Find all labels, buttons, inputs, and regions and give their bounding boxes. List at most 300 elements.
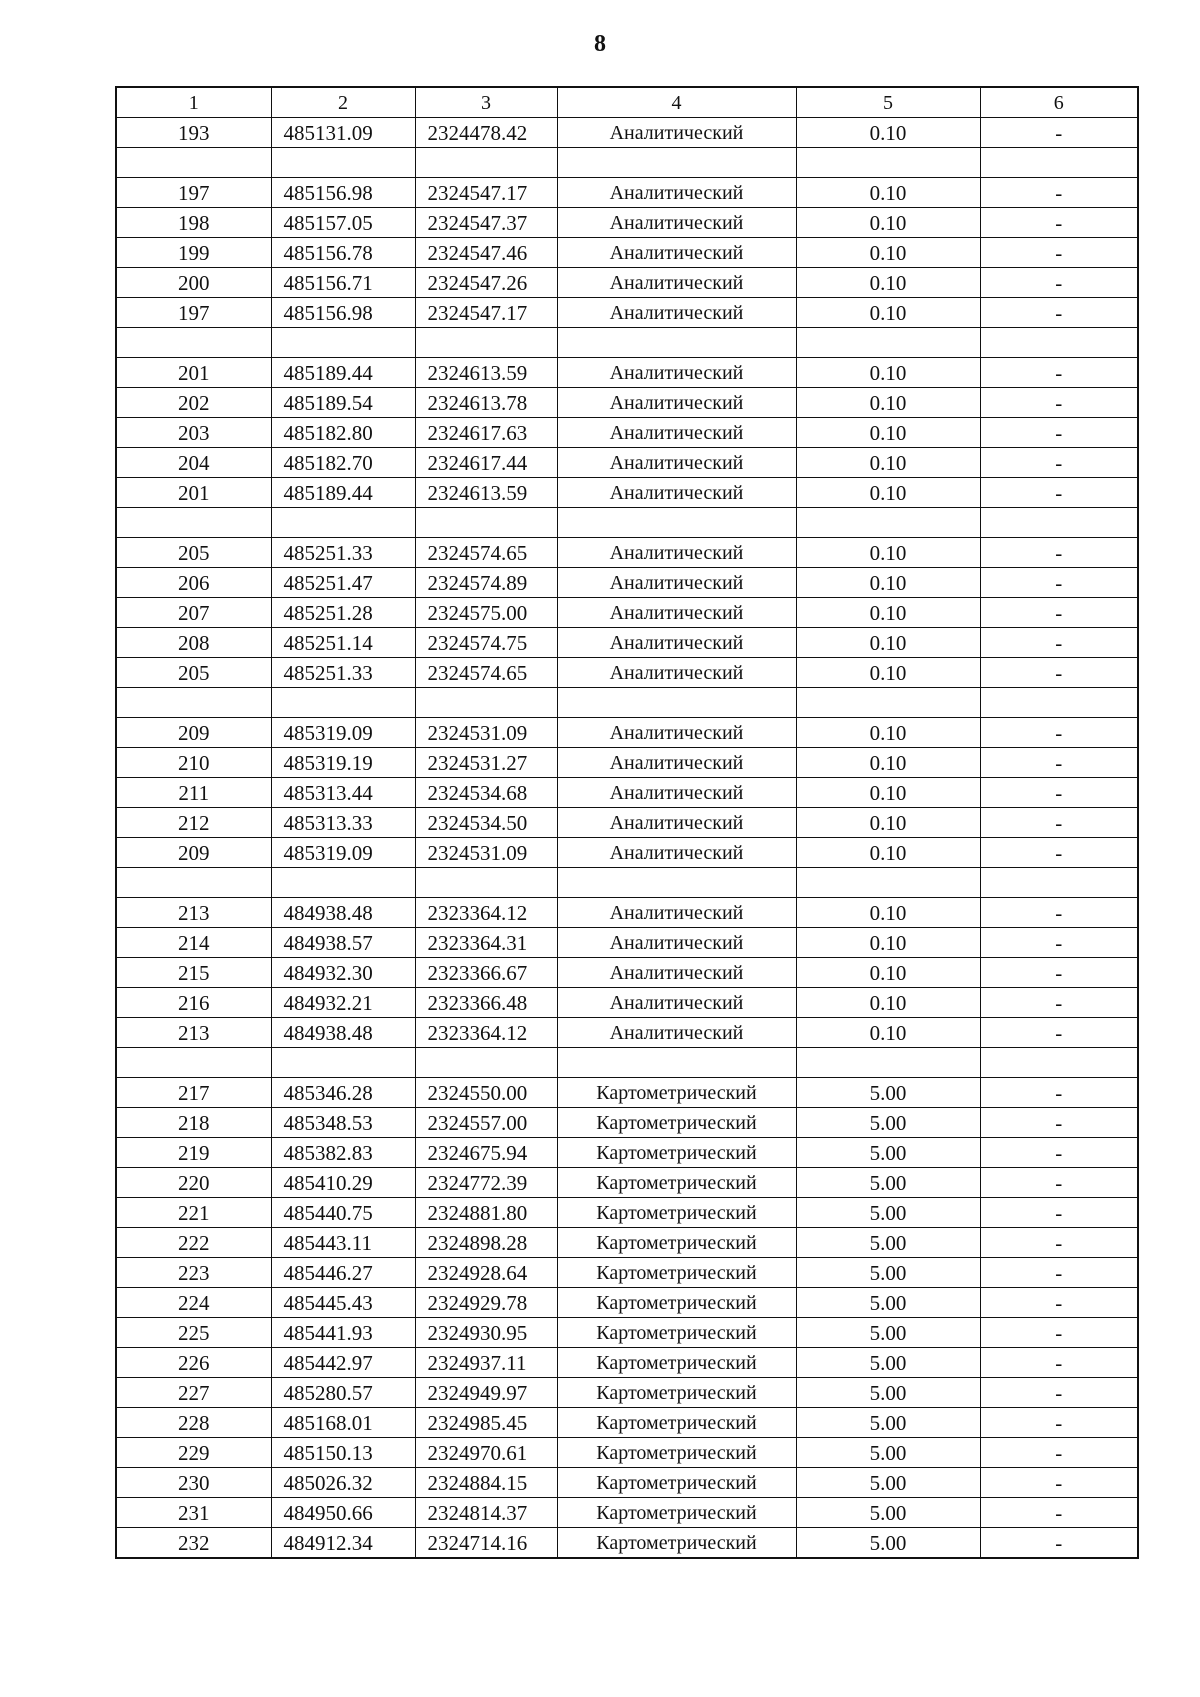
cell-y-coordinate: 2324574.65 bbox=[415, 658, 557, 688]
cell-method: Картометрический bbox=[557, 1168, 796, 1198]
cell-note: - bbox=[980, 778, 1138, 808]
cell-method: Аналитический bbox=[557, 118, 796, 148]
cell-x-coordinate: 485319.19 bbox=[271, 748, 415, 778]
table-row-separator bbox=[116, 868, 1138, 898]
table-row bbox=[116, 1528, 1138, 1559]
cell-note: - bbox=[980, 1258, 1138, 1288]
cell-point-number: 222 bbox=[116, 1228, 271, 1258]
cell-note: - bbox=[980, 1378, 1138, 1408]
cell-point-number: 218 bbox=[116, 1108, 271, 1138]
cell-method bbox=[557, 868, 796, 898]
table-row bbox=[116, 928, 1138, 958]
column-header-3: 3 bbox=[415, 87, 557, 118]
cell-point-number: 211 bbox=[116, 778, 271, 808]
cell-x-coordinate bbox=[271, 868, 415, 898]
cell-x-coordinate: 485251.33 bbox=[271, 658, 415, 688]
cell-y-coordinate: 2324675.94 bbox=[415, 1138, 557, 1168]
cell-point-number: 201 bbox=[116, 358, 271, 388]
cell-method bbox=[557, 688, 796, 718]
header-row bbox=[116, 87, 1138, 118]
cell-y-coordinate: 2324531.09 bbox=[415, 718, 557, 748]
cell-method: Аналитический bbox=[557, 388, 796, 418]
table-header bbox=[116, 87, 1138, 118]
cell-method: Аналитический bbox=[557, 418, 796, 448]
cell-y-coordinate: 2324557.00 bbox=[415, 1108, 557, 1138]
cell-method: Картометрический bbox=[557, 1108, 796, 1138]
table-row bbox=[116, 1228, 1138, 1258]
cell-accuracy: 5.00 bbox=[796, 1078, 980, 1108]
cell-y-coordinate: 2323364.12 bbox=[415, 1018, 557, 1048]
table-row bbox=[116, 1108, 1138, 1138]
cell-y-coordinate: 2324929.78 bbox=[415, 1288, 557, 1318]
table-row bbox=[116, 118, 1138, 148]
table-row bbox=[116, 1348, 1138, 1378]
cell-accuracy: 0.10 bbox=[796, 718, 980, 748]
cell-note: - bbox=[980, 838, 1138, 868]
cell-accuracy: 5.00 bbox=[796, 1318, 980, 1348]
cell-method: Аналитический bbox=[557, 568, 796, 598]
cell-point-number: 217 bbox=[116, 1078, 271, 1108]
cell-accuracy: 0.10 bbox=[796, 1018, 980, 1048]
cell-method: Картометрический bbox=[557, 1138, 796, 1168]
cell-accuracy: 5.00 bbox=[796, 1138, 980, 1168]
cell-accuracy: 5.00 bbox=[796, 1498, 980, 1528]
cell-method: Картометрический bbox=[557, 1258, 796, 1288]
cell-accuracy: 0.10 bbox=[796, 928, 980, 958]
cell-method: Картометрический bbox=[557, 1078, 796, 1108]
cell-y-coordinate: 2323366.67 bbox=[415, 958, 557, 988]
cell-y-coordinate: 2324547.26 bbox=[415, 268, 557, 298]
cell-y-coordinate: 2324478.42 bbox=[415, 118, 557, 148]
cell-x-coordinate: 485348.53 bbox=[271, 1108, 415, 1138]
cell-x-coordinate: 485189.44 bbox=[271, 478, 415, 508]
cell-note bbox=[980, 1048, 1138, 1078]
column-header-4: 4 bbox=[557, 87, 796, 118]
cell-x-coordinate bbox=[271, 148, 415, 178]
table-row bbox=[116, 1318, 1138, 1348]
cell-y-coordinate: 2324534.50 bbox=[415, 808, 557, 838]
cell-note: - bbox=[980, 418, 1138, 448]
cell-accuracy: 5.00 bbox=[796, 1288, 980, 1318]
cell-y-coordinate: 2324884.15 bbox=[415, 1468, 557, 1498]
cell-note: - bbox=[980, 118, 1138, 148]
table-row bbox=[116, 1018, 1138, 1048]
cell-point-number: 216 bbox=[116, 988, 271, 1018]
cell-note: - bbox=[980, 298, 1138, 328]
cell-method: Аналитический bbox=[557, 1018, 796, 1048]
cell-accuracy: 5.00 bbox=[796, 1378, 980, 1408]
cell-note bbox=[980, 868, 1138, 898]
cell-note: - bbox=[980, 748, 1138, 778]
cell-accuracy: 0.10 bbox=[796, 958, 980, 988]
table-row bbox=[116, 1168, 1138, 1198]
table-row bbox=[116, 298, 1138, 328]
cell-accuracy: 0.10 bbox=[796, 838, 980, 868]
cell-accuracy: 0.10 bbox=[796, 268, 980, 298]
cell-y-coordinate: 2324617.44 bbox=[415, 448, 557, 478]
column-header-6: 6 bbox=[980, 87, 1138, 118]
cell-y-coordinate: 2324937.11 bbox=[415, 1348, 557, 1378]
cell-accuracy: 5.00 bbox=[796, 1108, 980, 1138]
cell-method: Аналитический bbox=[557, 898, 796, 928]
cell-method: Картометрический bbox=[557, 1348, 796, 1378]
cell-accuracy: 5.00 bbox=[796, 1258, 980, 1288]
cell-y-coordinate bbox=[415, 868, 557, 898]
table-row bbox=[116, 538, 1138, 568]
cell-x-coordinate: 485251.14 bbox=[271, 628, 415, 658]
cell-method: Аналитический bbox=[557, 808, 796, 838]
cell-x-coordinate: 485189.44 bbox=[271, 358, 415, 388]
cell-point-number: 199 bbox=[116, 238, 271, 268]
cell-point-number: 197 bbox=[116, 178, 271, 208]
cell-note: - bbox=[980, 1528, 1138, 1559]
cell-x-coordinate: 484950.66 bbox=[271, 1498, 415, 1528]
cell-y-coordinate: 2323366.48 bbox=[415, 988, 557, 1018]
cell-point-number bbox=[116, 148, 271, 178]
table-row-separator bbox=[116, 328, 1138, 358]
cell-x-coordinate: 485446.27 bbox=[271, 1258, 415, 1288]
table-row bbox=[116, 778, 1138, 808]
table-row bbox=[116, 1138, 1138, 1168]
table-row-separator bbox=[116, 1048, 1138, 1078]
cell-method: Картометрический bbox=[557, 1498, 796, 1528]
cell-x-coordinate: 485410.29 bbox=[271, 1168, 415, 1198]
cell-x-coordinate: 485026.32 bbox=[271, 1468, 415, 1498]
cell-note bbox=[980, 508, 1138, 538]
cell-method: Картометрический bbox=[557, 1318, 796, 1348]
table-row bbox=[116, 1258, 1138, 1288]
cell-accuracy: 5.00 bbox=[796, 1468, 980, 1498]
cell-x-coordinate: 485156.78 bbox=[271, 238, 415, 268]
cell-point-number: 205 bbox=[116, 658, 271, 688]
cell-note bbox=[980, 328, 1138, 358]
cell-note: - bbox=[980, 1108, 1138, 1138]
table-row bbox=[116, 958, 1138, 988]
cell-y-coordinate: 2323364.31 bbox=[415, 928, 557, 958]
cell-accuracy: 0.10 bbox=[796, 778, 980, 808]
cell-accuracy: 0.10 bbox=[796, 178, 980, 208]
cell-y-coordinate: 2324574.89 bbox=[415, 568, 557, 598]
cell-note: - bbox=[980, 1228, 1138, 1258]
cell-note: - bbox=[980, 658, 1138, 688]
cell-method: Аналитический bbox=[557, 718, 796, 748]
cell-x-coordinate: 485443.11 bbox=[271, 1228, 415, 1258]
cell-y-coordinate: 2324613.59 bbox=[415, 358, 557, 388]
cell-note: - bbox=[980, 1018, 1138, 1048]
cell-y-coordinate: 2324949.97 bbox=[415, 1378, 557, 1408]
cell-accuracy: 5.00 bbox=[796, 1438, 980, 1468]
cell-accuracy: 5.00 bbox=[796, 1348, 980, 1378]
cell-accuracy: 0.10 bbox=[796, 478, 980, 508]
cell-note: - bbox=[980, 928, 1138, 958]
cell-point-number: 223 bbox=[116, 1258, 271, 1288]
cell-point-number: 200 bbox=[116, 268, 271, 298]
table-row bbox=[116, 1198, 1138, 1228]
table-row bbox=[116, 1288, 1138, 1318]
table-row-separator bbox=[116, 148, 1138, 178]
cell-method: Аналитический bbox=[557, 928, 796, 958]
cell-point-number: 204 bbox=[116, 448, 271, 478]
cell-point-number bbox=[116, 688, 271, 718]
cell-point-number: 201 bbox=[116, 478, 271, 508]
cell-y-coordinate: 2324930.95 bbox=[415, 1318, 557, 1348]
table-row bbox=[116, 208, 1138, 238]
cell-point-number: 209 bbox=[116, 718, 271, 748]
cell-note: - bbox=[980, 1078, 1138, 1108]
column-header-5: 5 bbox=[796, 87, 980, 118]
cell-note: - bbox=[980, 808, 1138, 838]
cell-point-number: 219 bbox=[116, 1138, 271, 1168]
table-row-separator bbox=[116, 508, 1138, 538]
table-row bbox=[116, 898, 1138, 928]
cell-method bbox=[557, 508, 796, 538]
cell-note: - bbox=[980, 1438, 1138, 1468]
cell-x-coordinate: 484938.57 bbox=[271, 928, 415, 958]
cell-note: - bbox=[980, 718, 1138, 748]
cell-y-coordinate: 2323364.12 bbox=[415, 898, 557, 928]
cell-x-coordinate: 485319.09 bbox=[271, 718, 415, 748]
cell-note: - bbox=[980, 1348, 1138, 1378]
cell-point-number: 213 bbox=[116, 898, 271, 928]
cell-y-coordinate: 2324898.28 bbox=[415, 1228, 557, 1258]
cell-accuracy bbox=[796, 508, 980, 538]
cell-point-number bbox=[116, 508, 271, 538]
cell-point-number: 205 bbox=[116, 538, 271, 568]
cell-x-coordinate bbox=[271, 1048, 415, 1078]
column-header-1: 1 bbox=[116, 87, 271, 118]
table-row bbox=[116, 238, 1138, 268]
cell-note: - bbox=[980, 1468, 1138, 1498]
cell-x-coordinate: 485251.33 bbox=[271, 538, 415, 568]
cell-y-coordinate: 2324772.39 bbox=[415, 1168, 557, 1198]
cell-y-coordinate: 2324547.17 bbox=[415, 298, 557, 328]
cell-x-coordinate: 485156.71 bbox=[271, 268, 415, 298]
cell-x-coordinate: 485156.98 bbox=[271, 178, 415, 208]
cell-method: Картометрический bbox=[557, 1468, 796, 1498]
cell-x-coordinate: 485442.97 bbox=[271, 1348, 415, 1378]
cell-point-number bbox=[116, 1048, 271, 1078]
cell-accuracy: 0.10 bbox=[796, 628, 980, 658]
cell-accuracy: 0.10 bbox=[796, 418, 980, 448]
cell-accuracy: 0.10 bbox=[796, 538, 980, 568]
cell-accuracy: 5.00 bbox=[796, 1528, 980, 1559]
table-body bbox=[116, 118, 1138, 1559]
cell-method: Аналитический bbox=[557, 658, 796, 688]
cell-y-coordinate: 2324531.27 bbox=[415, 748, 557, 778]
cell-y-coordinate: 2324613.78 bbox=[415, 388, 557, 418]
cell-point-number bbox=[116, 868, 271, 898]
cell-method: Картометрический bbox=[557, 1378, 796, 1408]
cell-point-number: 210 bbox=[116, 748, 271, 778]
cell-accuracy: 0.10 bbox=[796, 808, 980, 838]
cell-x-coordinate: 485150.13 bbox=[271, 1438, 415, 1468]
cell-y-coordinate: 2324531.09 bbox=[415, 838, 557, 868]
cell-x-coordinate: 485156.98 bbox=[271, 298, 415, 328]
cell-accuracy bbox=[796, 148, 980, 178]
cell-method: Аналитический bbox=[557, 298, 796, 328]
cell-accuracy bbox=[796, 1048, 980, 1078]
cell-note: - bbox=[980, 478, 1138, 508]
cell-note: - bbox=[980, 238, 1138, 268]
cell-x-coordinate: 485346.28 bbox=[271, 1078, 415, 1108]
cell-point-number: 214 bbox=[116, 928, 271, 958]
cell-y-coordinate: 2324617.63 bbox=[415, 418, 557, 448]
cell-y-coordinate bbox=[415, 508, 557, 538]
cell-accuracy: 0.10 bbox=[796, 358, 980, 388]
cell-note: - bbox=[980, 1138, 1138, 1168]
cell-x-coordinate: 484932.30 bbox=[271, 958, 415, 988]
table-row bbox=[116, 568, 1138, 598]
cell-note bbox=[980, 148, 1138, 178]
cell-y-coordinate: 2324714.16 bbox=[415, 1528, 557, 1559]
cell-method: Аналитический bbox=[557, 208, 796, 238]
cell-method: Аналитический bbox=[557, 538, 796, 568]
cell-accuracy: 0.10 bbox=[796, 598, 980, 628]
cell-note: - bbox=[980, 958, 1138, 988]
table-row bbox=[116, 478, 1138, 508]
cell-note: - bbox=[980, 628, 1138, 658]
cell-method: Аналитический bbox=[557, 358, 796, 388]
cell-method: Аналитический bbox=[557, 778, 796, 808]
cell-method: Аналитический bbox=[557, 958, 796, 988]
cell-y-coordinate: 2324928.64 bbox=[415, 1258, 557, 1288]
table-row bbox=[116, 598, 1138, 628]
cell-note: - bbox=[980, 1498, 1138, 1528]
cell-point-number: 207 bbox=[116, 598, 271, 628]
cell-point-number: 198 bbox=[116, 208, 271, 238]
cell-method: Картометрический bbox=[557, 1408, 796, 1438]
cell-x-coordinate: 485182.70 bbox=[271, 448, 415, 478]
cell-note: - bbox=[980, 538, 1138, 568]
cell-x-coordinate: 485313.44 bbox=[271, 778, 415, 808]
cell-y-coordinate: 2324970.61 bbox=[415, 1438, 557, 1468]
table-row bbox=[116, 838, 1138, 868]
cell-x-coordinate: 485251.47 bbox=[271, 568, 415, 598]
cell-y-coordinate: 2324547.37 bbox=[415, 208, 557, 238]
cell-x-coordinate: 485445.43 bbox=[271, 1288, 415, 1318]
cell-accuracy: 0.10 bbox=[796, 988, 980, 1018]
cell-accuracy: 0.10 bbox=[796, 748, 980, 778]
cell-note: - bbox=[980, 208, 1138, 238]
cell-method: Аналитический bbox=[557, 748, 796, 778]
cell-point-number: 231 bbox=[116, 1498, 271, 1528]
cell-x-coordinate: 484938.48 bbox=[271, 898, 415, 928]
cell-point-number: 221 bbox=[116, 1198, 271, 1228]
cell-point-number: 225 bbox=[116, 1318, 271, 1348]
cell-note: - bbox=[980, 1408, 1138, 1438]
cell-method: Аналитический bbox=[557, 598, 796, 628]
cell-y-coordinate: 2324574.75 bbox=[415, 628, 557, 658]
cell-method: Аналитический bbox=[557, 478, 796, 508]
cell-note bbox=[980, 688, 1138, 718]
table-row bbox=[116, 1468, 1138, 1498]
coordinates-table bbox=[115, 86, 1139, 1559]
table-row bbox=[116, 658, 1138, 688]
cell-method bbox=[557, 328, 796, 358]
cell-note: - bbox=[980, 988, 1138, 1018]
cell-accuracy: 0.10 bbox=[796, 388, 980, 418]
cell-x-coordinate: 485251.28 bbox=[271, 598, 415, 628]
cell-point-number: 229 bbox=[116, 1438, 271, 1468]
cell-y-coordinate: 2324575.00 bbox=[415, 598, 557, 628]
cell-x-coordinate: 485168.01 bbox=[271, 1408, 415, 1438]
cell-point-number: 209 bbox=[116, 838, 271, 868]
cell-y-coordinate: 2324547.17 bbox=[415, 178, 557, 208]
cell-accuracy bbox=[796, 868, 980, 898]
cell-accuracy: 5.00 bbox=[796, 1168, 980, 1198]
cell-point-number: 197 bbox=[116, 298, 271, 328]
cell-accuracy bbox=[796, 688, 980, 718]
cell-x-coordinate: 485441.93 bbox=[271, 1318, 415, 1348]
cell-accuracy: 0.10 bbox=[796, 118, 980, 148]
cell-point-number: 213 bbox=[116, 1018, 271, 1048]
cell-y-coordinate bbox=[415, 688, 557, 718]
cell-accuracy: 0.10 bbox=[796, 658, 980, 688]
cell-y-coordinate: 2324547.46 bbox=[415, 238, 557, 268]
table-row bbox=[116, 1078, 1138, 1108]
cell-accuracy: 0.10 bbox=[796, 568, 980, 598]
table-row bbox=[116, 1498, 1138, 1528]
cell-point-number: 208 bbox=[116, 628, 271, 658]
cell-note: - bbox=[980, 268, 1138, 298]
cell-x-coordinate: 484938.48 bbox=[271, 1018, 415, 1048]
table-row bbox=[116, 178, 1138, 208]
cell-method: Аналитический bbox=[557, 988, 796, 1018]
table-row bbox=[116, 268, 1138, 298]
cell-point-number: 203 bbox=[116, 418, 271, 448]
cell-accuracy: 0.10 bbox=[796, 208, 980, 238]
cell-point-number: 228 bbox=[116, 1408, 271, 1438]
cell-point-number bbox=[116, 328, 271, 358]
cell-x-coordinate: 484912.34 bbox=[271, 1528, 415, 1559]
page-number: 8 bbox=[594, 31, 606, 57]
cell-point-number: 224 bbox=[116, 1288, 271, 1318]
table-row bbox=[116, 718, 1138, 748]
cell-method: Аналитический bbox=[557, 178, 796, 208]
cell-x-coordinate: 485182.80 bbox=[271, 418, 415, 448]
cell-point-number: 227 bbox=[116, 1378, 271, 1408]
cell-x-coordinate: 485382.83 bbox=[271, 1138, 415, 1168]
table-row bbox=[116, 808, 1138, 838]
cell-x-coordinate bbox=[271, 688, 415, 718]
cell-method: Аналитический bbox=[557, 238, 796, 268]
cell-note: - bbox=[980, 1288, 1138, 1318]
cell-method: Картометрический bbox=[557, 1528, 796, 1559]
cell-point-number: 232 bbox=[116, 1528, 271, 1559]
cell-point-number: 212 bbox=[116, 808, 271, 838]
cell-accuracy: 0.10 bbox=[796, 448, 980, 478]
cell-accuracy: 5.00 bbox=[796, 1408, 980, 1438]
cell-method: Аналитический bbox=[557, 628, 796, 658]
cell-method bbox=[557, 1048, 796, 1078]
table-row bbox=[116, 988, 1138, 1018]
cell-note: - bbox=[980, 358, 1138, 388]
cell-note: - bbox=[980, 1168, 1138, 1198]
cell-point-number: 206 bbox=[116, 568, 271, 598]
cell-method: Аналитический bbox=[557, 448, 796, 478]
table-row bbox=[116, 628, 1138, 658]
cell-y-coordinate: 2324881.80 bbox=[415, 1198, 557, 1228]
cell-y-coordinate bbox=[415, 148, 557, 178]
cell-accuracy: 0.10 bbox=[796, 238, 980, 268]
cell-method: Картометрический bbox=[557, 1438, 796, 1468]
cell-y-coordinate: 2324534.68 bbox=[415, 778, 557, 808]
cell-x-coordinate: 484932.21 bbox=[271, 988, 415, 1018]
cell-method: Аналитический bbox=[557, 268, 796, 298]
cell-x-coordinate: 485440.75 bbox=[271, 1198, 415, 1228]
cell-point-number: 230 bbox=[116, 1468, 271, 1498]
cell-accuracy: 0.10 bbox=[796, 298, 980, 328]
